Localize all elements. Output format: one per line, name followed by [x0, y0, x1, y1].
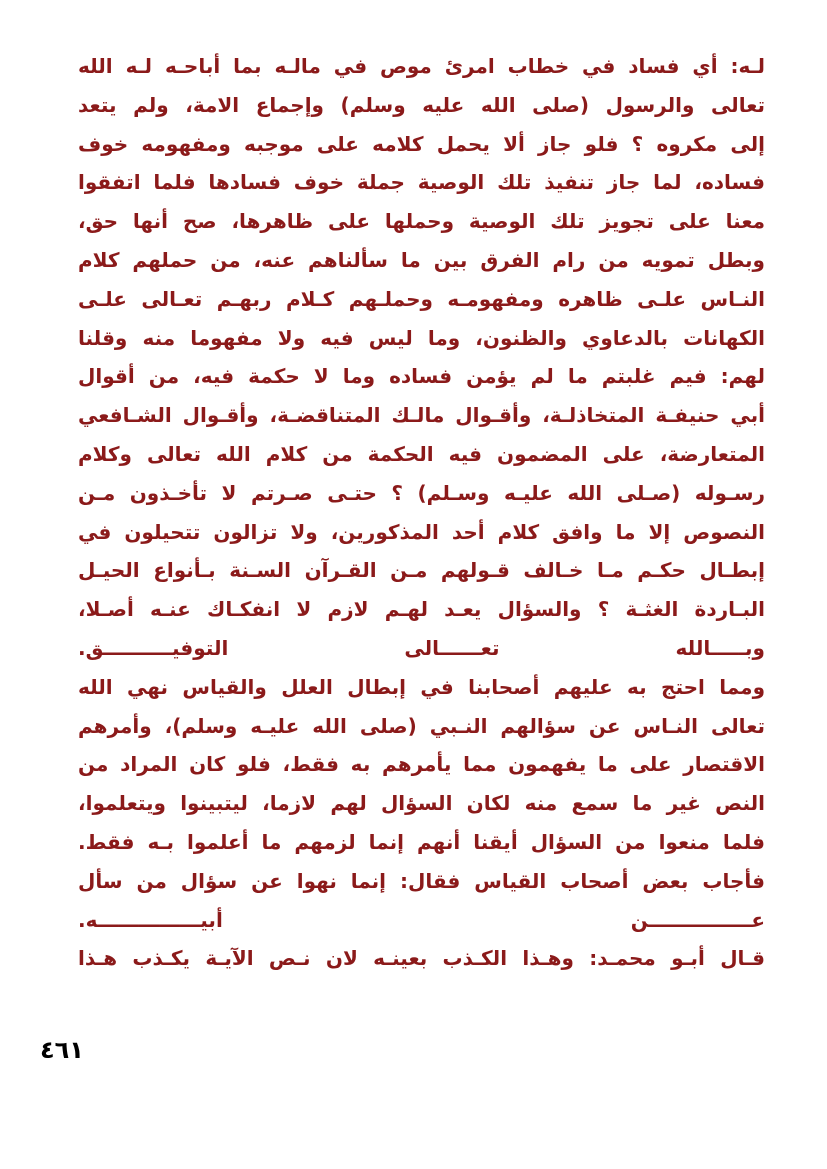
text-line: الكهانات بالدعاوي والظنون، وما ليس فيه ولا مفهوما منه وقلنا — [78, 325, 765, 350]
text-line: إبطـال حكـم مـا خـالف قـولهم مـن القـرآن السـنة بـأنواع الحيـل — [78, 558, 765, 583]
text-line: المتعارضة، على المضمون فيه الحكمة من كلام الله تعالى وكلام — [78, 441, 765, 466]
text-line: تعالى النـاس عن سؤالهم النـبي (صلى الله عليـه وسلم)، وأمرهم — [78, 713, 765, 738]
text-line: النصوص إلا ما وافق كلام أحد المذكورين، ولا تزالون تتحيلون في — [78, 519, 765, 544]
text-line: وبـــــالله تعــــــالى التوفيــــــــــق. — [78, 635, 765, 660]
text-line: معنا على تجويز تلك الوصية وحملها على ظاهرها، صح أنها حق، — [78, 209, 765, 234]
text-line: أبي حنيفـة المتخاذلـة، وأقـوال مالـك المتناقضـة، وأقـوال الشـافعي — [78, 403, 765, 428]
body-text — [78, 47, 765, 978]
text-line: الاقتصار على ما يفهمون مما يأمرهم به فقط، فلو كان المراد من — [78, 752, 765, 777]
text-line: لـه: أي فساد في خطاب امرئ موص في مالـه بما أباحـه لـه الله — [78, 54, 765, 78]
page-number: ٤٦١ — [40, 1036, 84, 1064]
text-line: عـــــــــــــــن أبيـــــــــــــــه. — [78, 907, 765, 932]
text-line: فأجاب بعض أصحاب القياس فقال: إنما نهوا عن سؤال من سأل — [78, 868, 765, 893]
text-line: البـاردة الغثـة ؟ والسؤال يعـد لهـم لازم لا انفكـاك عنـه أصـلا، — [78, 597, 765, 622]
text-line: رسـوله (صـلى الله عليـه وسـلم) ؟ حتـى صـرتم لا تأخـذون مـن — [78, 480, 765, 505]
text-line: النص غير ما سمع منه لكان السؤال لهم لازما، ليتبينوا ويتعلموا، — [78, 791, 765, 816]
text-line: قـال أبـو محمـد: وهـذا الكـذب بعينـه لان نـص الآيـة يكـذب هـذا — [78, 946, 765, 971]
text-line: النـاس علـى ظاهره ومفهومـه وحملـهم كـلام ربهـم تعـالى علـى — [78, 286, 765, 311]
text-line: تعالى والرسول (صلى الله عليه وسلم) وإجماع الامة، ولم يتعد — [78, 92, 765, 117]
text-line: لهم: فيم غلبتم ما لم يؤمن فساده وما لا حكمة فيه، من أقوال — [78, 364, 765, 389]
text-line: فساده، لما جاز تنفيذ تلك الوصية جملة خوف فسادها فلما اتفقوا — [78, 170, 765, 195]
text-line: إلى مكروه ؟ فلو جاز ألا يحمل كلامه على موجبه ومفهومه خوف — [78, 131, 765, 156]
text-line: وبطل تمويه من رام الفرق بين ما سألناهم عنه، من حملهم كلام — [78, 247, 765, 272]
text-line: فلما منعوا من السؤال أيقنا أنهم إنما لزمهم ما أعلموا بـه فقط. — [78, 829, 765, 854]
text-line: ومما احتج به عليهم أصحابنا في إبطال العلل والقياس نهي الله — [78, 674, 765, 699]
